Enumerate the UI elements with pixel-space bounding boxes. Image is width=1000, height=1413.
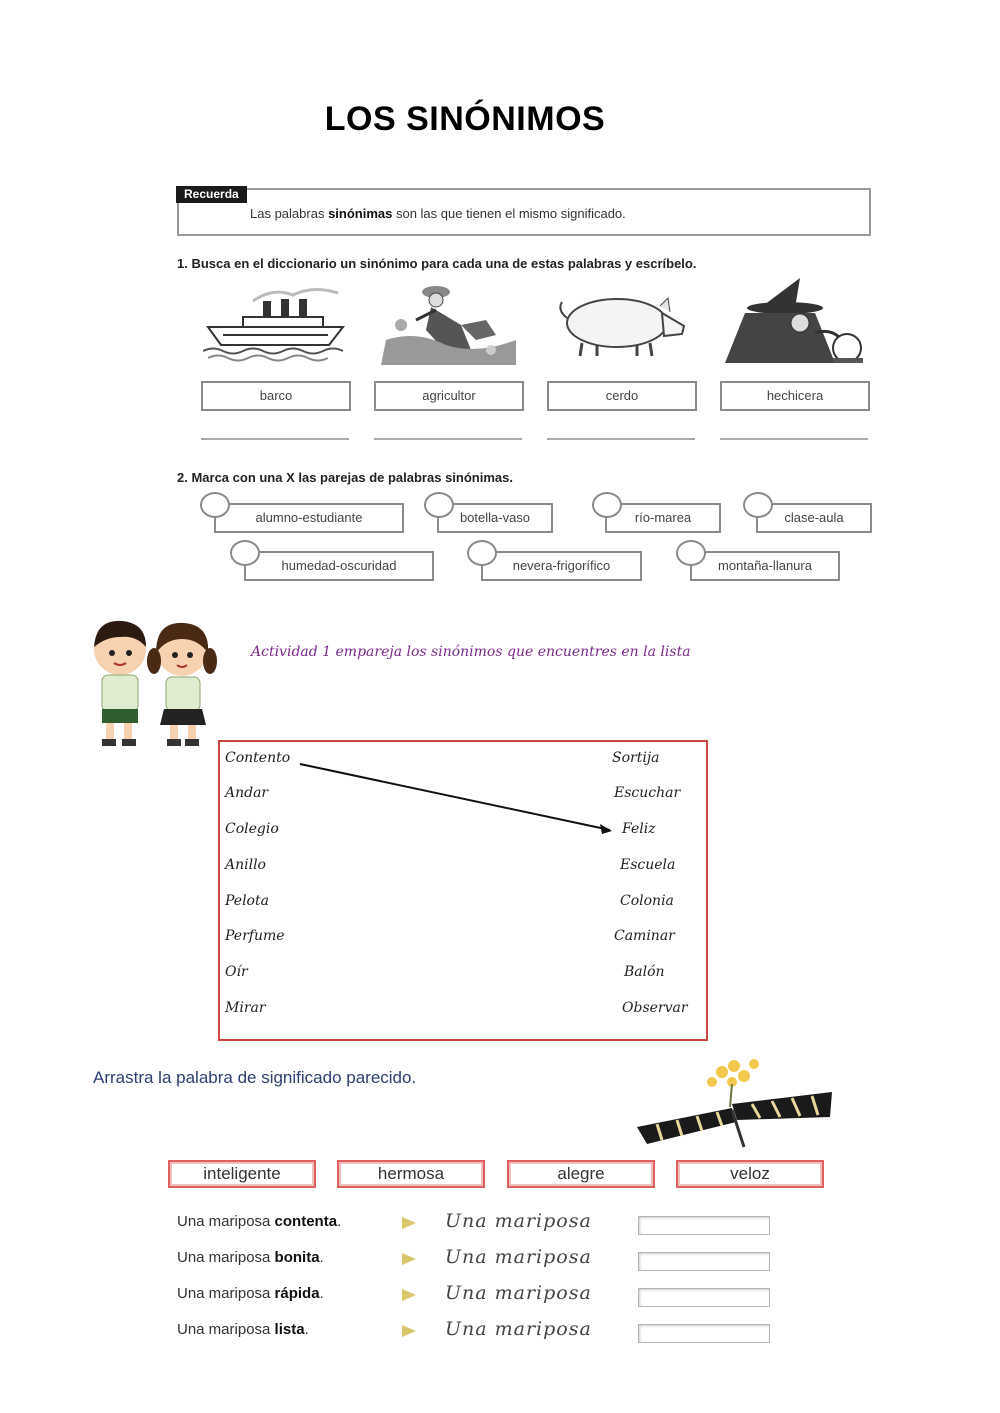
right-word[interactable]: Balón — [624, 964, 665, 980]
right-word[interactable]: Escuchar — [614, 785, 681, 801]
word-box-agricultor: agricultor — [374, 381, 524, 411]
word-box-hechicera: hechicera — [720, 381, 870, 411]
ship-picture — [203, 283, 353, 363]
drop-target-2[interactable] — [638, 1252, 770, 1271]
word-box-cerdo: cerdo — [547, 381, 697, 411]
exercise2-instruction: 2. Marca con una X las parejas de palabras sinónimas. — [177, 470, 513, 485]
recuerda-text-bold: sinónimas — [328, 206, 393, 221]
checkbox-botella-vaso[interactable] — [424, 492, 454, 518]
right-word[interactable]: Caminar — [614, 928, 675, 944]
drop-target-4[interactable] — [638, 1324, 770, 1343]
cursive-phrase: Una mariposa — [445, 1246, 592, 1268]
arrastra-instruction: Arrastra la palabra de significado parecido. — [93, 1068, 417, 1087]
pig-picture — [552, 288, 692, 358]
sentence-keyword: bonita — [274, 1249, 320, 1266]
right-word[interactable]: Colonia — [620, 893, 674, 909]
checkbox-rio-marea[interactable] — [592, 492, 622, 518]
recuerda-text-start: Las palabras — [250, 206, 329, 221]
checkbox-nevera-frigorifico[interactable] — [467, 540, 497, 566]
right-word[interactable]: Sortija — [612, 750, 660, 766]
cursive-phrase: Una mariposa — [445, 1210, 592, 1232]
exercise1-instruction: 1. Busca en el diccionario un sinónimo para cada una de estas palabras y escríbelo. — [177, 256, 697, 271]
sentence-keyword: contenta — [274, 1213, 338, 1230]
left-word[interactable]: Andar — [225, 785, 269, 801]
left-word[interactable]: Contento — [225, 750, 291, 766]
checkbox-alumno-estudiante[interactable] — [200, 492, 230, 518]
drop-target-3[interactable] — [638, 1288, 770, 1307]
farmer-picture — [376, 280, 524, 365]
witch-picture — [725, 278, 870, 363]
page-title: LOS SINÓNIMOS — [324, 100, 606, 138]
answer-line-cerdo[interactable] — [547, 438, 695, 440]
children-illustration — [82, 617, 222, 749]
recuerda-tag: Recuerda — [176, 186, 247, 203]
sentence-keyword: lista — [274, 1321, 305, 1338]
pair-clase-aula: clase-aula — [756, 503, 872, 533]
left-word[interactable]: Oír — [225, 964, 248, 980]
recuerda-text — [250, 206, 626, 221]
sentence-3 — [177, 1285, 324, 1302]
cursive-phrase: Una mariposa — [445, 1318, 592, 1340]
drag-option-hermosa[interactable]: hermosa — [337, 1160, 485, 1188]
right-word[interactable]: Observar — [622, 1000, 688, 1016]
drag-option-alegre[interactable]: alegre — [507, 1160, 655, 1188]
sentence-suffix: . — [304, 1321, 309, 1338]
checkbox-humedad-oscuridad[interactable] — [230, 540, 260, 566]
arrow-icon — [402, 1325, 416, 1337]
arrow-icon — [402, 1253, 416, 1265]
pair-nevera-frigorifico: nevera-frigorífico — [481, 551, 642, 581]
sentence-1 — [177, 1213, 341, 1230]
right-word[interactable]: Escuela — [620, 857, 676, 873]
pair-botella-vaso: botella-vaso — [437, 503, 553, 533]
pair-montana-llanura: montaña-llanura — [690, 551, 840, 581]
left-word[interactable]: Perfume — [225, 928, 285, 944]
left-word[interactable]: Mirar — [225, 1000, 266, 1016]
drop-target-1[interactable] — [638, 1216, 770, 1235]
sentence-prefix: Una mariposa — [177, 1249, 275, 1266]
pair-alumno-estudiante: alumno-estudiante — [214, 503, 404, 533]
answer-line-barco[interactable] — [201, 438, 349, 440]
left-word[interactable]: Colegio — [225, 821, 279, 837]
answer-line-hechicera[interactable] — [720, 438, 868, 440]
sentence-prefix: Una mariposa — [177, 1285, 275, 1302]
drag-option-inteligente[interactable]: inteligente — [168, 1160, 316, 1188]
sentence-prefix: Una mariposa — [177, 1321, 275, 1338]
sentence-suffix: . — [319, 1285, 324, 1302]
right-word[interactable]: Feliz — [622, 821, 656, 837]
match-arrow — [220, 742, 706, 1039]
left-word[interactable]: Pelota — [225, 893, 269, 909]
word-box-barco: barco — [201, 381, 351, 411]
matching-box — [218, 740, 708, 1041]
arrow-icon — [402, 1289, 416, 1301]
recuerda-text-end: son las que tienen el mismo significado. — [392, 206, 626, 221]
checkbox-clase-aula[interactable] — [743, 492, 773, 518]
sentence-suffix: . — [319, 1249, 324, 1266]
pair-rio-marea: río-marea — [605, 503, 721, 533]
sentence-prefix: Una mariposa — [177, 1213, 275, 1230]
answer-line-agricultor[interactable] — [374, 438, 522, 440]
drag-option-veloz[interactable]: veloz — [676, 1160, 824, 1188]
arrow-icon — [402, 1217, 416, 1229]
sentence-keyword: rápida — [274, 1285, 320, 1302]
sentence-suffix: . — [337, 1213, 342, 1230]
sentence-2 — [177, 1249, 324, 1266]
left-word[interactable]: Anillo — [225, 857, 266, 873]
butterfly-illustration — [632, 1052, 837, 1152]
sentence-4 — [177, 1321, 309, 1338]
pair-humedad-oscuridad: humedad-oscuridad — [244, 551, 434, 581]
checkbox-montana-llanura[interactable] — [676, 540, 706, 566]
actividad1-instruction: Actividad 1 empareja los sinónimos que encuentres en la lista — [251, 644, 691, 660]
cursive-phrase: Una mariposa — [445, 1282, 592, 1304]
